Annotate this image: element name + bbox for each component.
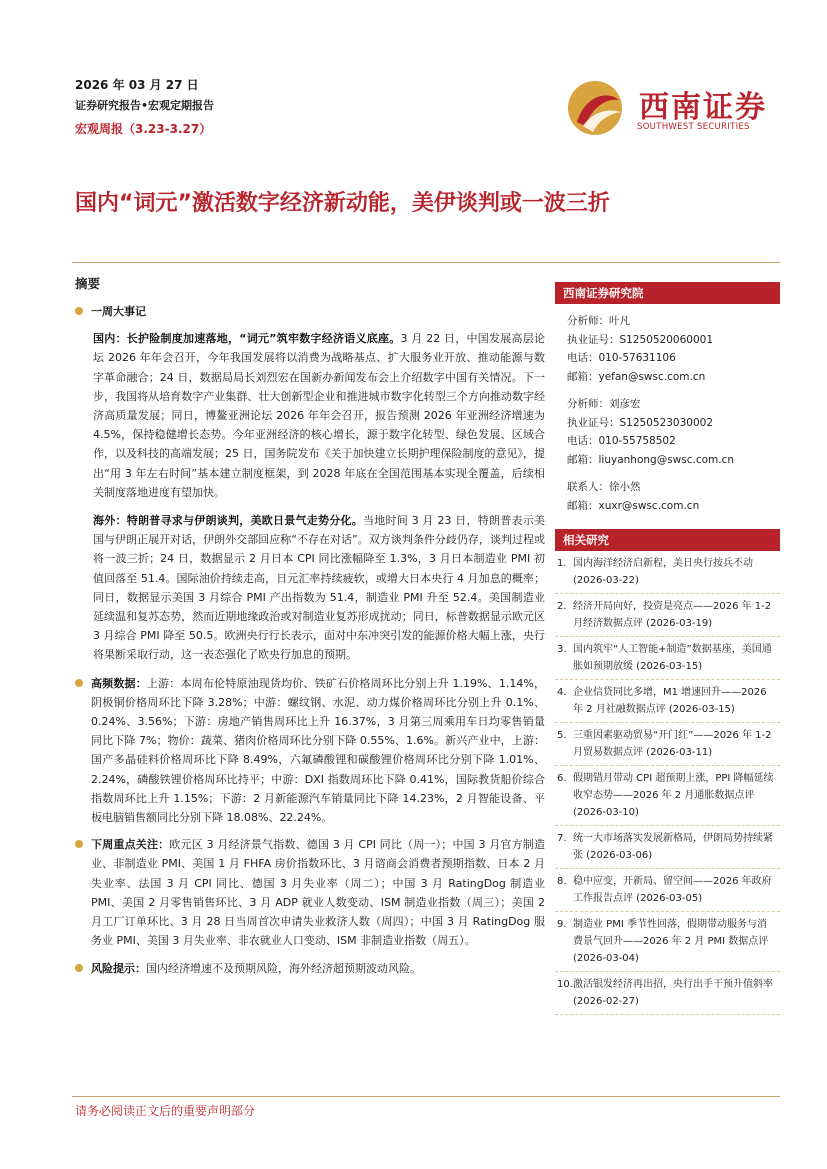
analyst-license: 执业证号：S1250520060001 — [567, 333, 714, 346]
high-freq-text: 上游：本周布伦特原油现货均价、铁矿石价格周环比分别上升 1.19%、1.14%，阴极铜价格周环比下降 3.28%；中游：螺纹钢、水泥、动力煤价格周环比分别上升 0.1%、0.24%、3.56%；下游：房地产销售周环比上升 16.37%，3 月第三周乘用车日均零售销量同比下降 7%；物价：蔬菜、猪肉价格周环比分别下降 0.55%、1.6%。新兴产业中，上游：国产多晶硅料价格周环比下降 8.49%，六氟磷酸锂和碳酸锂价格周环比分别下降 1.01%、2.24%，磷酸铁锂价格周环比持平；中游：DXI 指数周环比下降 0.41%，国际教货船价综合指数周环比上升 1.15%；下游：2 月新能源汽车销量同比下降 14.23%，2 月智能设备、平板电脑销售额同比分别下降 18.08%、22.24%。 — [91, 676, 545, 825]
related-item[interactable]: 6. 假期错月带动 CPI 超预期上涨，PPI 降幅延续收窄态势——2026 年 2 月通胀数据点评 (2026-03-10) — [555, 766, 780, 826]
report-date: 2026 年 03 月 27 日 — [75, 78, 199, 92]
title-divider — [72, 262, 780, 263]
analyst-email[interactable]: 邮箱：liuyanhong@swsc.com.cn — [567, 453, 735, 466]
analyst-name: 分析师：刘彦宏 — [567, 398, 641, 410]
logo-name-en: SOUTHWEST SECURITIES — [637, 122, 750, 132]
next-week-bullet — [75, 835, 545, 950]
related-item[interactable]: 1. 国内海洋经济启新程，美日央行按兵不动 (2026-03-22) — [555, 551, 780, 594]
high-freq-bullet — [75, 674, 545, 828]
contact-email[interactable]: 邮箱：xuxr@swsc.com.cn — [567, 499, 700, 512]
related-item[interactable]: 5. 三重因素驱动贸易“开门红”——2026 年 1-2 月贸易数据点评 (2026-03-11) — [555, 723, 780, 766]
logo-name-cn: 西南证券 — [639, 90, 767, 125]
next-week-text: 欧元区 3 月经济景气指数、德国 3 月 CPI 同比（周一）；中国 3 月官方制造业、非制造业 PMI、美国 1 月 FHFA 房价指数环比、3 月谘商会消费者预期指数、日本 2 月失业率、法国 3 月 CPI 同比、德国 3 月失业率（周二）；中国 3 月 RatingDog 制造业 PMI、美国 2 月零售销售环比、3 月 ADP 就业人数变动、ISM 制造业指数（周三）；美国 2 月工厂订单环比、3 月 28 日当周首次申请失业救济人数（周四）；中国 3 月 RatingDog 服务业 PMI、美国 3 月失业率、非农就业人口变动、ISM 非制造业指数（周五）。 — [91, 838, 545, 948]
domestic-lead: 国内：长护险制度加速落地，“词元”筑牢数字经济语义底座。 — [93, 332, 401, 346]
domestic-paragraph — [93, 329, 545, 502]
analyst-phone: 电话：010-57631106 — [567, 352, 676, 364]
related-item[interactable]: 3. 国内筑牢“人工智能+制造”数据基座，美国通胀如预期放缓 (2026-03-15) — [555, 637, 780, 680]
analyst-email[interactable]: 邮箱：yefan@swsc.com.cn — [567, 370, 706, 383]
next-week-paragraph — [91, 835, 545, 950]
weekly-label: 宏观周报（3.23-3.27） — [75, 122, 212, 136]
logo-emblem-icon — [563, 78, 629, 138]
sidebar — [555, 282, 780, 1015]
bullet-dot-icon — [75, 964, 83, 972]
bullet-dot-icon — [75, 307, 83, 315]
risk-bullet — [75, 959, 545, 978]
weekly-events-bullet — [75, 302, 545, 321]
related-item[interactable]: 9. 制造业 PMI 季节性回落，假期带动服务与消费景气回升——2026 年 2 月 PMI 数据点评 (2026-03-04) — [555, 912, 780, 972]
analyst-1 — [555, 304, 780, 386]
overseas-text: 当地时间 3 月 23 日，特朗普表示美国与伊朗正展开对话，伊朗外交部回应称“不存在对话”。双方谈判条件分歧仍存，谈判过程或将一波三折；24 日，数据显示 2 月日本 CPI 同比涨幅降至 1.3%，3 月日本制造业 PMI 初值回落至 51.4。国际油价持续走高，日元汇率持续疲软，或增大日本央行 4 月加息的概率；同日，数据显示美国 3 月综合 PMI 产出指数为 51.4，制造业 PMI 升至 52.4。美国制造业延续温和复苏态势，然而近期地缘政治或对制造业复苏形成扰动；同日，标普数据显示欧元区 3 月综合 PMI 降至 50.5。欧洲央行行长表示，面对中东冲突引发的能源价格大幅上涨，央行将果断采取行动，这一表态强化了欧央行加息的预期。 — [93, 514, 546, 662]
overseas-paragraph — [93, 511, 545, 665]
related-header: 相关研究 — [555, 529, 780, 551]
analyst-name: 分析师：叶凡 — [567, 315, 630, 327]
related-item[interactable]: 7. 统一大市场落实发展新格局，伊朗局势持续紧张 (2026-03-06) — [555, 826, 780, 869]
domestic-text: 3 月 22 日，中国发展高层论坛 2026 年年会召开，今年我国发展将以消费为战略基点、扩大服务业开放、推动能源与数字革命融合；24 日，数据局局长刘烈宏在国新办新闻发布会上介绍数字中国有关情况。下一步，我国将从培育数字产业集群、壮大创新型企业和推进城市数字化转型三个方向推动数字经济高质量发展；同日，博鳌亚洲论坛 2026 年年会召开，报告预测 2026 年亚洲经济增速为 4.5%，保持稳健增长态势。今年亚洲经济的核心增长，源于数字化转型、绿色发展、区域合作，以及科技的高端发展；25 日，国务院发布《关于加快建立长期护理保险制度的意见》，提出“用 3 年左右时间”基本建立制度框架，到 2028 年底在全国范围基本实现全覆盖，后续相关制度落地进度有望加快。 — [93, 332, 545, 499]
related-item[interactable]: 4. 企业信贷同比多增，M1 增速回升——2026 年 2 月社融数据点评 (2026-03-15) — [555, 680, 780, 723]
related-list — [555, 551, 780, 1015]
high-freq-lead: 高频数据： — [91, 676, 147, 690]
analyst-license: 执业证号：S1250523030002 — [567, 416, 714, 429]
risk-text: 国内经济增速不及预期风险，海外经济超预期波动风险。 — [146, 961, 421, 975]
risk-lead: 风险提示： — [91, 961, 146, 975]
overseas-lead: 海外：特朗普寻求与伊朗谈判，美欧日景气走势分化。 — [93, 514, 364, 528]
related-item[interactable]: 8. 稳中应变，开新局、留空间——2026 年政府工作报告点评 (2026-03-05) — [555, 869, 780, 912]
footer-disclaimer: 请务必阅读正文后的重要声明部分 — [75, 1104, 256, 1118]
contact-name: 联系人：徐小然 — [567, 481, 641, 493]
related-item[interactable]: 10. 激活银发经济再出招，央行出手干预升值斜率 (2026-02-27) — [555, 972, 780, 1015]
high-freq-paragraph — [91, 674, 545, 828]
bullet-dot-icon — [75, 679, 83, 687]
page-title: 国内“词元”激活数字经济新动能，美伊谈判或一波三折 — [75, 191, 610, 216]
institute-header: 西南证券研究院 — [555, 282, 780, 304]
analyst-phone: 电话：010-55758502 — [567, 435, 676, 447]
risk-paragraph — [91, 959, 545, 978]
report-type: 证券研究报告•宏观定期报告 — [75, 99, 215, 112]
contact — [555, 478, 780, 515]
bullet-dot-icon — [75, 840, 83, 848]
related-item[interactable]: 2. 经济开局向好，投资是亮点——2026 年 1-2 月经济数据点评 (2026-03-19) — [555, 594, 780, 637]
company-logo — [563, 78, 773, 138]
next-week-lead: 下周重点关注： — [91, 838, 170, 852]
footer-divider — [72, 1096, 780, 1097]
analyst-2 — [555, 395, 780, 469]
weekly-events-label: 一周大事记 — [91, 305, 146, 318]
abstract-body — [75, 302, 545, 986]
abstract-heading: 摘要 — [75, 276, 101, 291]
